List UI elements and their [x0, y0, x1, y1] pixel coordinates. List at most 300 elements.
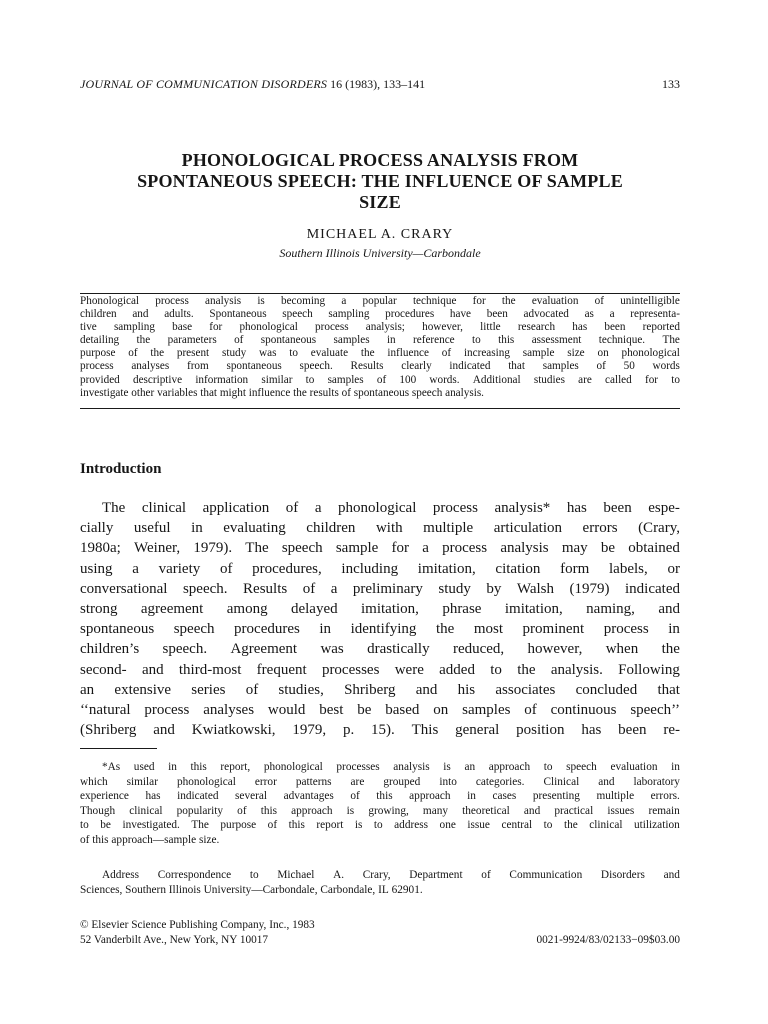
word: investigate — [80, 386, 132, 399]
word: 1979, — [292, 722, 327, 739]
word: The — [102, 500, 126, 516]
word: phonological — [263, 761, 323, 773]
word: best — [319, 702, 344, 719]
word: the — [136, 334, 151, 347]
address-line — [80, 868, 680, 883]
word: address — [394, 819, 429, 832]
word: analysis. — [550, 661, 603, 678]
word: a — [314, 500, 322, 516]
word: sampling — [328, 308, 370, 321]
word: practical — [554, 804, 594, 817]
word: p. — [342, 722, 355, 739]
word: phonological — [239, 321, 298, 334]
word: in — [191, 520, 203, 537]
word: would — [267, 702, 306, 719]
word: assessment — [531, 334, 582, 347]
word: the — [563, 819, 578, 832]
word: base — [172, 321, 193, 334]
word: issues — [607, 804, 635, 817]
word: research — [517, 321, 556, 334]
word: analysis — [205, 295, 242, 307]
word: purpose — [220, 819, 257, 832]
word: procedures — [385, 308, 435, 321]
word: The — [662, 334, 680, 347]
word: has — [581, 722, 602, 739]
word: clearly — [401, 360, 432, 373]
body-line — [80, 538, 680, 558]
word: samples — [327, 373, 364, 386]
word: that — [657, 681, 680, 698]
word: of — [285, 500, 299, 516]
word: speech. — [182, 580, 228, 597]
word: little — [480, 321, 501, 334]
word: be — [357, 702, 372, 719]
word: reduced, — [452, 641, 505, 658]
word: spontaneous — [80, 621, 155, 638]
word: to — [289, 347, 298, 360]
word: articulation — [493, 520, 563, 537]
word: added — [439, 661, 475, 678]
word: used — [133, 761, 155, 773]
word: a — [330, 580, 338, 597]
word: from — [186, 360, 209, 373]
word: process — [80, 360, 114, 373]
word: (1979) — [569, 580, 610, 597]
word: of — [234, 334, 244, 347]
word: words — [652, 360, 680, 373]
word: this — [498, 334, 515, 347]
word: sampling — [113, 321, 155, 334]
word: 15). — [371, 722, 395, 739]
word: to — [373, 819, 383, 832]
word: approach — [488, 761, 531, 773]
word: Spontaneous — [209, 308, 267, 321]
word: variety — [158, 560, 201, 577]
word: Though — [80, 804, 116, 817]
word: *As — [102, 761, 121, 773]
word: the — [501, 295, 516, 307]
word: to — [80, 819, 89, 832]
word: of — [341, 386, 354, 399]
word: present — [176, 347, 210, 360]
word: in — [668, 621, 680, 638]
word: process — [155, 295, 189, 307]
word: been — [603, 500, 632, 516]
footnote-line — [80, 789, 680, 804]
word: strong — [80, 601, 118, 618]
body-line — [80, 720, 680, 740]
word: process — [315, 321, 349, 334]
word: approach — [409, 790, 451, 803]
word: Disorders — [600, 869, 645, 881]
word: the — [435, 621, 455, 638]
word: this — [92, 833, 112, 846]
word: and — [598, 775, 615, 788]
word: tive — [80, 321, 97, 334]
word: second- — [80, 661, 127, 678]
word: cially — [80, 520, 114, 537]
word: indicated — [625, 580, 680, 597]
word: unintelligible — [620, 295, 680, 307]
section-heading-introduction: Introduction — [80, 461, 162, 477]
word: to — [671, 373, 680, 386]
word: speech — [281, 540, 323, 557]
word: this — [376, 790, 393, 803]
word: one — [439, 819, 456, 832]
word: Address — [102, 869, 140, 881]
word: that — [200, 386, 220, 399]
word: of — [302, 580, 316, 597]
word: experience — [80, 790, 129, 803]
word: third-most — [178, 661, 242, 678]
word: speech — [173, 621, 215, 638]
word: purpose — [80, 347, 116, 360]
word: Michael — [277, 869, 315, 881]
journal-name: JOURNAL OF COMMUNICATION DISORDERS — [80, 77, 328, 91]
word: Correspondence — [157, 869, 232, 881]
word: children — [80, 308, 117, 321]
word: identifying — [350, 621, 417, 638]
word: in — [467, 790, 476, 803]
word: and — [141, 661, 164, 678]
word: in — [386, 334, 396, 347]
word: provided — [80, 373, 120, 386]
word: errors. — [650, 790, 680, 803]
word: of — [594, 295, 604, 307]
word: to — [490, 661, 502, 678]
body-line — [80, 559, 680, 579]
word: is — [354, 819, 363, 832]
word: by — [486, 580, 502, 597]
word: with — [375, 520, 403, 537]
word: IL — [378, 884, 392, 896]
word: report — [316, 819, 344, 832]
word: multiple — [423, 520, 474, 537]
word: of — [237, 804, 247, 817]
word: detailing — [80, 334, 120, 347]
word: this — [190, 761, 207, 773]
address-line — [80, 883, 680, 898]
word: similar — [261, 373, 293, 386]
word: The — [245, 540, 269, 557]
word: useful — [133, 520, 171, 537]
word: labels, — [609, 560, 648, 577]
word: imitation, — [361, 601, 419, 618]
word: samples — [542, 360, 579, 373]
word: might — [219, 386, 249, 399]
word: analysis — [393, 761, 430, 773]
word: of — [376, 373, 387, 386]
word: as — [584, 308, 594, 321]
word: indicated — [449, 360, 491, 373]
word: to — [543, 761, 553, 773]
word: series — [191, 681, 226, 698]
abstract-line — [80, 308, 680, 321]
word: categories. — [475, 775, 525, 788]
word: has — [566, 500, 587, 516]
word: popular — [362, 295, 397, 307]
word: of — [350, 790, 360, 803]
word: including — [341, 560, 399, 577]
body-line — [80, 498, 680, 518]
word: of — [596, 360, 606, 373]
word: may — [561, 540, 588, 557]
word: increasing — [463, 347, 510, 360]
copyright-line: © Elsevier Science Publishing Company, Inc., 1983 — [80, 919, 315, 931]
abstract-line — [80, 295, 680, 308]
word: imitation, — [417, 560, 476, 577]
body-line — [80, 619, 680, 639]
word: re- — [663, 722, 680, 739]
word: or — [667, 560, 680, 577]
word: to — [305, 373, 315, 386]
abstract-line — [80, 347, 680, 360]
word: this — [288, 819, 305, 832]
word: advantages — [283, 790, 334, 803]
word: Kwiatkowski, — [191, 722, 276, 739]
word: influence — [248, 386, 294, 399]
word: this — [260, 804, 278, 817]
word: phonological — [621, 347, 680, 360]
word: into — [439, 775, 457, 788]
word: on — [597, 347, 609, 360]
word: in — [319, 621, 332, 638]
word: called — [605, 373, 632, 386]
word: spontaneous — [353, 386, 412, 399]
word: reported — [642, 321, 680, 334]
word: has — [572, 321, 588, 334]
word: and — [663, 869, 680, 881]
word: an — [464, 761, 476, 773]
word: 50 — [623, 360, 635, 373]
word: process — [603, 621, 649, 638]
footnote-line — [80, 804, 680, 819]
word: Results — [350, 360, 384, 373]
word: becoming — [281, 295, 326, 307]
word: Results — [243, 580, 288, 597]
word: approach—sample — [111, 833, 199, 846]
word: evaluation — [531, 295, 579, 307]
word: sample — [335, 540, 379, 557]
word: technique. — [598, 334, 646, 347]
word: cases — [492, 790, 517, 803]
word: is — [257, 295, 265, 307]
word: University—Carbondale, — [203, 884, 321, 896]
word: multiple — [596, 790, 635, 803]
word: for — [209, 321, 223, 334]
word: sample — [522, 347, 555, 360]
footnote-line — [80, 760, 680, 775]
word: processes — [321, 661, 380, 678]
word: espe- — [648, 500, 680, 516]
word: children’s — [80, 641, 140, 658]
word: laboratory — [633, 775, 680, 788]
word: associates — [495, 681, 556, 698]
word: clinical — [141, 500, 187, 516]
word: study — [221, 347, 247, 360]
word: analysis* — [494, 500, 551, 516]
article-code-price: 0021-9924/83/02133−09$03.00 — [536, 933, 680, 946]
word: were — [394, 661, 424, 678]
word: that — [508, 360, 525, 373]
word: when — [605, 641, 639, 658]
word: A. — [333, 869, 345, 881]
abstract-top-rule — [80, 293, 680, 294]
abstract-line — [80, 387, 680, 400]
word: analyses — [131, 360, 170, 373]
word: Agreement — [230, 641, 298, 658]
word: other — [131, 386, 158, 399]
word: is — [346, 804, 355, 817]
abstract-line — [80, 334, 680, 347]
word: of — [80, 833, 93, 846]
word: naming, — [586, 601, 635, 618]
word: extensive — [114, 681, 172, 698]
word: Walsh — [516, 580, 555, 597]
word: a — [609, 308, 615, 321]
word: using — [80, 560, 113, 577]
word: analysis — [500, 540, 549, 557]
word: Southern — [125, 884, 169, 896]
word: process — [442, 540, 488, 557]
word: and — [153, 722, 175, 739]
word: to — [249, 869, 259, 881]
word: analysis; — [365, 321, 405, 334]
word: samples — [462, 702, 511, 719]
word: of — [481, 869, 491, 881]
word: of — [267, 819, 278, 832]
word: patterns — [295, 775, 332, 788]
word: processes — [336, 761, 380, 773]
word: Department — [409, 869, 463, 881]
word: 1980a; — [80, 540, 121, 557]
word: errors — [582, 520, 618, 537]
word: are — [350, 775, 365, 788]
word: evaluate — [310, 347, 349, 360]
word: form — [560, 560, 590, 577]
word: imitation, — [504, 601, 563, 618]
word: are — [578, 373, 592, 386]
word: parameters — [167, 334, 217, 347]
abstract-bottom-rule — [80, 408, 680, 409]
word: been — [618, 722, 647, 739]
word: Crary, — [362, 869, 391, 881]
word: based — [385, 702, 420, 719]
word: analysis. — [445, 386, 484, 399]
author-name: MICHAEL A. CRARY — [306, 227, 454, 242]
word: 100 — [399, 373, 417, 386]
word: size. — [198, 833, 220, 846]
word: of — [245, 681, 259, 698]
title-line: PHONOLOGICAL PROCESS ANALYSIS FROM — [181, 150, 579, 170]
body-line — [80, 518, 680, 538]
word: delayed — [290, 601, 338, 618]
word: drastically — [367, 641, 430, 658]
abstract-line — [80, 321, 680, 334]
word: process — [432, 500, 478, 516]
word: speech. — [162, 641, 208, 658]
word: variables — [157, 386, 201, 399]
word: preliminary — [352, 580, 423, 597]
word: to — [543, 819, 553, 832]
word: Additional — [472, 373, 521, 386]
word: the — [360, 347, 375, 360]
word: investigated. — [122, 819, 180, 832]
word: many — [422, 804, 449, 817]
word: to — [472, 334, 481, 347]
journal-citation: 16 (1983), 133–141 — [327, 77, 426, 91]
word: the — [517, 661, 536, 678]
word: for — [391, 540, 410, 557]
word: Sciences, — [80, 884, 126, 896]
word: reference — [413, 334, 455, 347]
word: indicated — [177, 790, 219, 803]
word: Illinois — [168, 884, 204, 896]
word: influence — [387, 347, 429, 360]
word: obtained — [628, 540, 680, 557]
word: representa- — [630, 308, 680, 321]
footnote — [80, 760, 680, 848]
abstract-line — [80, 374, 680, 387]
word: a — [422, 540, 429, 557]
footnote-rule — [80, 748, 157, 749]
title-line: SPONTANEOUS SPEECH: THE INFLUENCE OF SAMPLE — [137, 171, 623, 191]
word: frequent — [256, 661, 307, 678]
word: size — [567, 347, 585, 360]
footnote-line — [80, 833, 680, 848]
body-line — [80, 660, 680, 680]
word: however, — [422, 321, 463, 334]
word: procedures, — [252, 560, 322, 577]
body-line — [80, 700, 680, 720]
word: phonological — [338, 500, 417, 516]
word: the — [150, 347, 165, 360]
word: was — [320, 641, 344, 658]
word: application — [202, 500, 270, 516]
word: conversational — [80, 580, 168, 597]
abstract-line — [80, 360, 680, 373]
word: and — [658, 601, 680, 618]
copyright-block — [80, 918, 680, 947]
word: in — [671, 761, 680, 773]
word: Phonological — [80, 295, 140, 307]
word: utilization — [633, 819, 680, 832]
word: speech — [282, 308, 313, 321]
word: words. — [429, 373, 460, 386]
word: studies — [533, 373, 565, 386]
word: remain — [648, 804, 680, 817]
word: which — [80, 775, 108, 788]
word: Shriberg — [344, 681, 396, 698]
word: approach — [291, 804, 333, 817]
running-header — [80, 76, 680, 92]
body-line — [80, 680, 680, 700]
word: general — [455, 722, 500, 739]
word: and — [415, 681, 438, 698]
word: analyses — [203, 702, 255, 719]
word: technique — [412, 295, 457, 307]
word: position — [516, 722, 565, 739]
word: issue — [467, 819, 490, 832]
word: Weiner, — [134, 540, 181, 557]
word: Communication — [509, 869, 583, 881]
body-line — [80, 639, 680, 659]
word: among — [226, 601, 268, 618]
correspondence-address — [80, 868, 680, 898]
word: evaluation — [610, 761, 658, 773]
word: adults. — [164, 308, 194, 321]
body-line — [80, 599, 680, 619]
